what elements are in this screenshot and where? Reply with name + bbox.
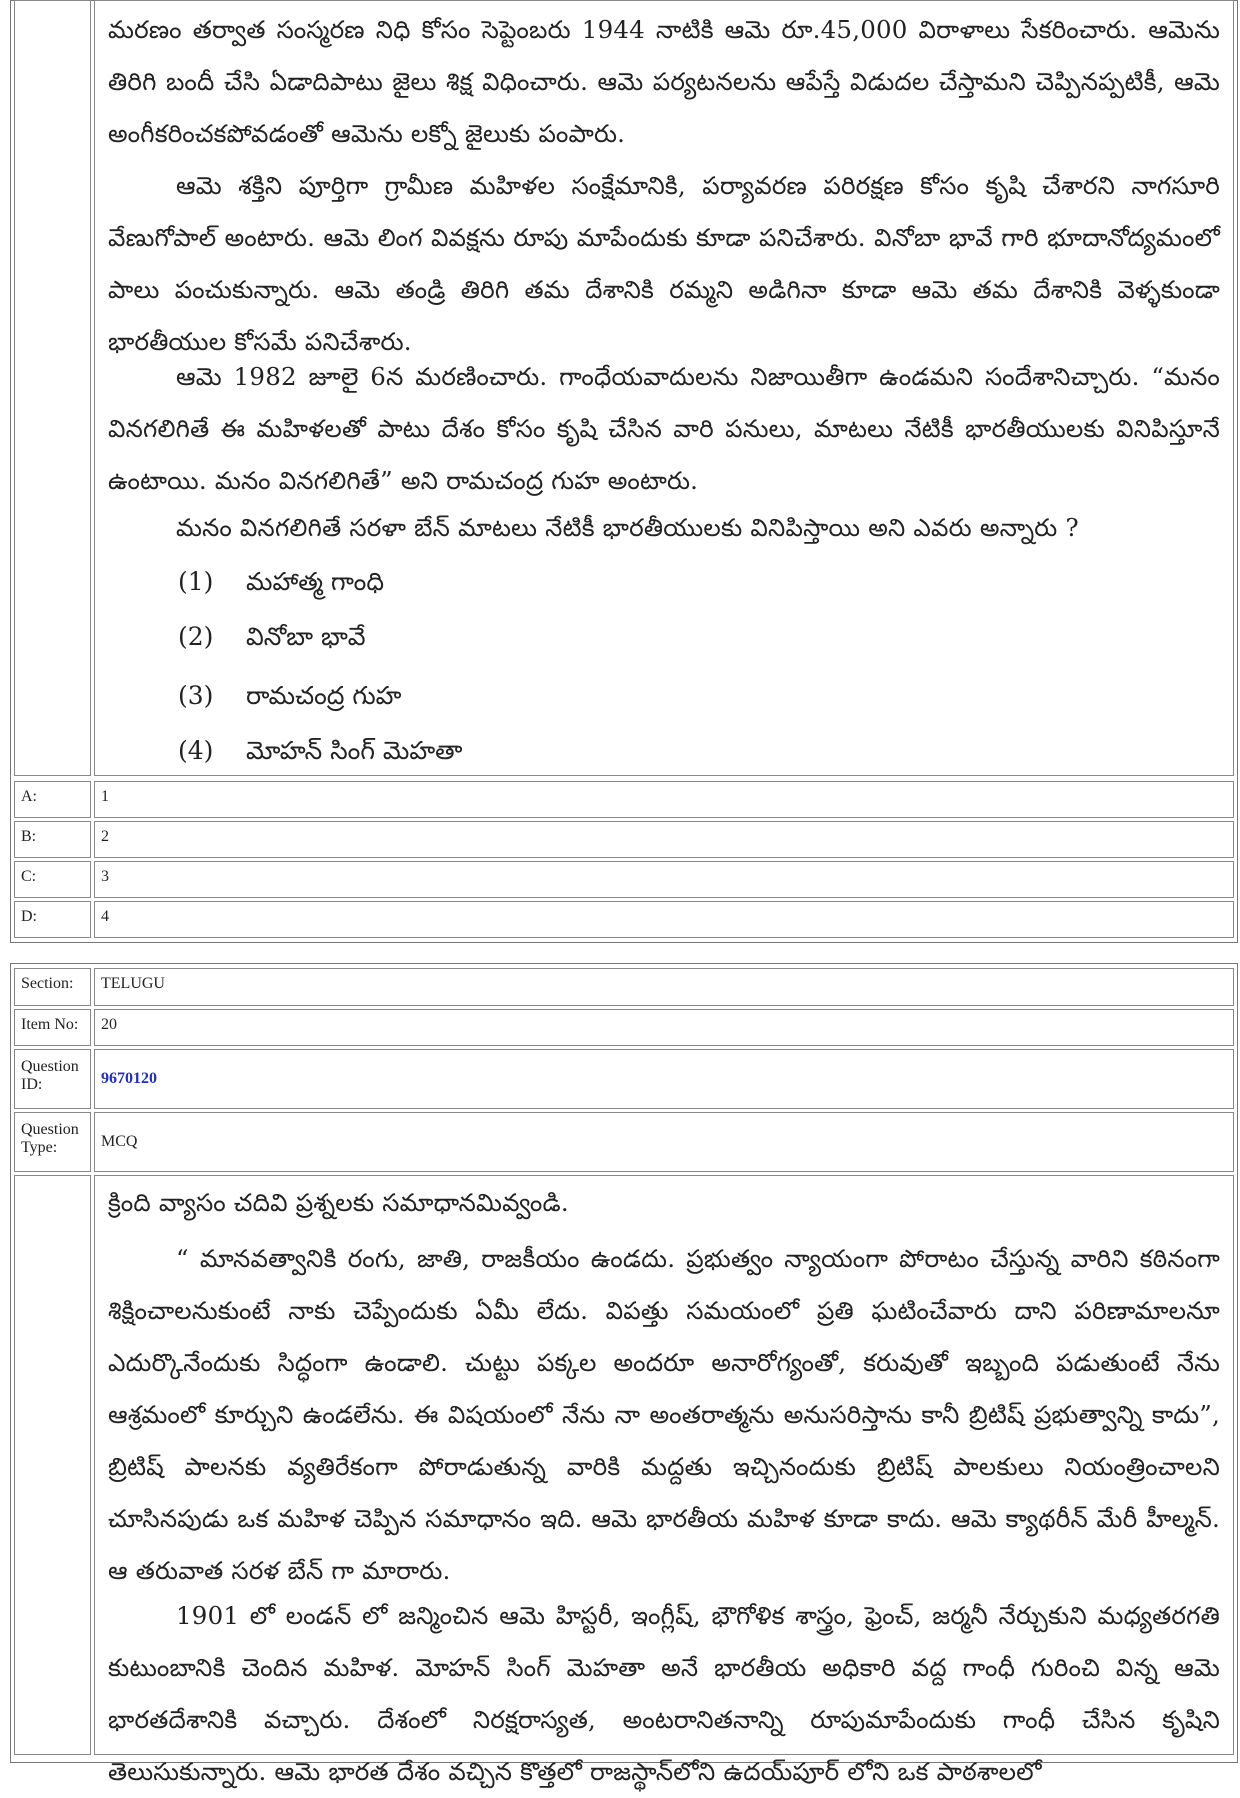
q20-instruction: క్రింది వ్యాసం చదివి ప్రశ్నలకు సమాధానమివ్వండి. bbox=[108, 1188, 569, 1217]
answer-d-value: 4 bbox=[94, 901, 1234, 938]
question-id-number: 9670120 bbox=[101, 1070, 157, 1087]
q19-option-1: (1) మహాత్మ గాంధి bbox=[178, 567, 384, 596]
item-no-label: Item No: bbox=[14, 1009, 91, 1046]
q19-passage-3: ఆమె 1982 జూలై 6న మరణించారు. గాంధేయవాదులను నిజాయితీగా ఉండమని సందేశానిచ్చారు. “మనం వినగలిగితే ఈ మహిళలతో పాటు దేశం కోసం కృషి చేసిన వారి పనులు, మాటలు నేటికీ భారతీయులకు వినిపిస్తూనే ఉంటాయి. మనం వినగలిగితే” అని రామచంద్ర గుహ అంటారు. bbox=[108, 362, 1220, 495]
q19-question: మనం వినగలిగితే సరళా బేన్ మాటలు నేటికీ భారతీయులకు వినిపిస్తాయి అని ఎవరు అన్నారు ? bbox=[176, 513, 1079, 542]
question-id-value bbox=[94, 1049, 1234, 1109]
answer-b-value: 2 bbox=[94, 821, 1234, 858]
section-label: Section: bbox=[14, 968, 91, 1006]
question-19-label-cell bbox=[14, 0, 91, 776]
question-id-label: Question ID: bbox=[14, 1049, 91, 1109]
question-type-label: Question Type: bbox=[14, 1112, 91, 1172]
question-type-value: MCQ bbox=[94, 1112, 1234, 1172]
q19-passage-2: ఆమె శక్తిని పూర్తిగా గ్రామీణ మహిళల సంక్షేమానికి, పర్యావరణ పరిరక్షణ కోసం కృషి చేశారని నాగసూరి వేణుగోపాల్ అంటారు. ఆమె లింగ వివక్షను రూపు మాపేందుకు కూడా పనిచేశారు. వినోబా భావే గారి భూదానోద్యమంలో పాలు పంచుకున్నారు. ఆమె తండ్రి తిరిగి తమ దేశానికి రమ్మని అడిగినా కూడా ఆమె తమ దేశానికి వెళ్ళకుండా భారతీయుల కోసమే పనిచేశారు. bbox=[108, 171, 1220, 356]
answer-d-label: D: bbox=[14, 901, 91, 938]
q19-option-3: (3) రామచంద్ర గుహ bbox=[178, 681, 402, 710]
q20-passage-1: “ మానవత్వానికి రంగు, జాతి, రాజకీయం ఉండదు. ప్రభుత్వం న్యాయంగా పోరాటం చేస్తున్న వారిని కఠినంగా శిక్షించాలనుకుంటే నాకు చెప్పేందుకు ఏమీ లేదు. విపత్తు సమయంలో ప్రతి ఘటించేవారు దాని పరిణామాలనూ ఎదుర్కొనేందుకు సిద్ధంగా ఉండాలి. చుట్టు పక్కల అందరూ అనారోగ్యంతో, కరువుతో ఇబ్బంది పడుతుంటే నేను ఆశ్రమంలో కూర్చుని ఉండలేను. ఈ విషయంలో నేను నా అంతరాత్మను అనుసరిస్తాను కానీ బ్రిటిష్ ప్రభుత్వాన్ని కాదు”, బ్రిటిష్ పాలనకు వ్యతిరేకంగా పోరాడుతున్న వారికి మద్దతు ఇచ్చినందుకు బ్రిటిష్ పాలకులు నియంత్రించాలని చూసినపుడు ఒక మహిళ చెప్పిన సమాధానం ఇది. ఆమె భారతీయ మహిళ కూడా కాదు. ఆమె క్యాథరీన్ మేరీ హీల్మన్. ఆ తరువాత సరళ బేన్ గా మారారు. bbox=[108, 1244, 1220, 1585]
answer-a-value: 1 bbox=[94, 781, 1234, 818]
answer-a-label: A: bbox=[14, 781, 91, 818]
q19-option-4: (4) మోహన్ సింగ్ మెహతా bbox=[178, 736, 463, 765]
q19-option-2: (2) వినోబా భావే bbox=[178, 622, 366, 651]
section-value: TELUGU bbox=[94, 968, 1234, 1006]
item-no-value: 20 bbox=[94, 1009, 1234, 1046]
answer-c-value: 3 bbox=[94, 861, 1234, 898]
answer-b-label: B: bbox=[14, 821, 91, 858]
answer-c-label: C: bbox=[14, 861, 91, 898]
q19-passage-1: మరణం తర్వాత సంస్మరణ నిధి కోసం సెప్టెంబరు 1944 నాటికి ఆమె రూ.45,000 విరాళాలు సేకరించారు. ఆమెను తిరిగి బందీ చేసి ఏడాదిపాటు జైలు శిక్ష విధించారు. ఆమె పర్యటనలను ఆపేస్తే విడుదల చేస్తామని చెప్పినప్పటికీ, ఆమె అంగీకరించకపోవడంతో ఆమెను లక్నో జైలుకు పంపారు. bbox=[108, 15, 1220, 148]
question-20-label-cell bbox=[14, 1175, 91, 1755]
q20-passage-2: 1901 లో లండన్ లో జన్మించిన ఆమె హిస్టరీ, ఇంగ్లీష్, భౌగోళిక శాస్త్రం, ఫ్రెంచ్, జర్మనీ నేర్చుకుని మధ్యతరగతి కుటుంబానికి చెందిన మహిళ. మోహన్ సింగ్ మెహతా అనే భారతీయ అధికారి వద్ద గాంధీ గురించి విన్న ఆమె భారతదేశానికి వచ్చారు. దేశంలో నిరక్షరాస్యత, అంటరానితనాన్ని రూపుమాపేందుకు గాంధీ చేసిన కృషిని తెలుసుకున్నారు. ఆమె భారత దేశం వచ్చిన కొత్తలో రాజస్థాన్‌లోని ఉదయ్‌పూర్ లోని ఒక పాఠశాలలో bbox=[108, 1601, 1220, 1786]
